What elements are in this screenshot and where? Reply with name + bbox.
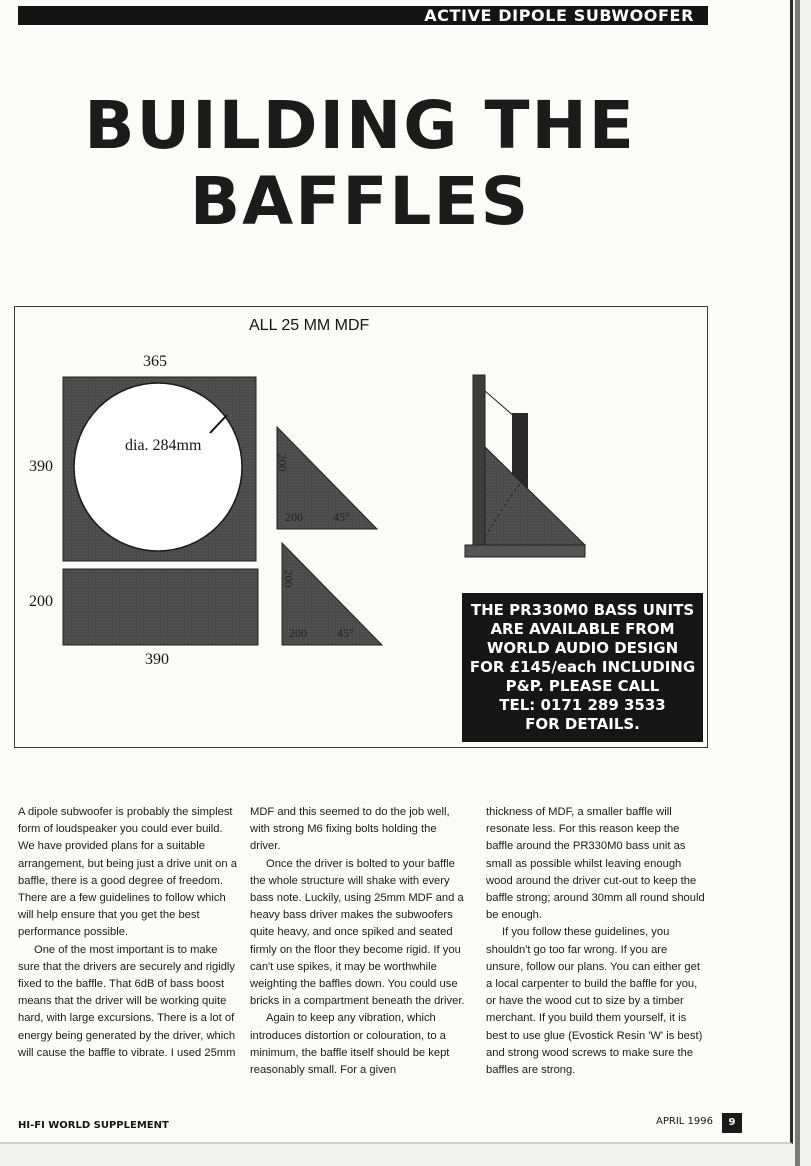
page-number: 9 — [722, 1113, 742, 1133]
advert-line: WORLD AUDIO DESIGN — [486, 639, 679, 657]
baffle-plans-figure — [14, 306, 708, 748]
article-paragraph: Again to keep any vibration, which introduces distortion or colouration, to a minimum, the baffle itself should be kept reasonably small. For a given — [250, 1012, 450, 1077]
article-paragraph: One of the most important is to make sure that the drivers are securely and rigidly fixed to the baffle. That 6dB of bass boost means that the driver will be working quite hard, with large excursions. There is a lot of energy being generated by the driver, which will cause the baffle to vibrate. I used 25mm — [18, 943, 236, 1059]
side-view-base — [465, 545, 585, 557]
lower-triangle-angle-label: 45° — [337, 626, 354, 640]
issue-date: APRIL 1996 — [656, 1116, 713, 1127]
upper-triangle-angle-label: 45° — [333, 510, 350, 524]
article-paragraph: Once the driver is bolted to your baffle the whole structure will shake with every bass note. Luckily, using 25mm MDF and a heavy bass driver makes the subwoofers quite heavy, and once spiked and seated firmly on the floor they become rigid. If you can't use spikes, it may be worthwhile weighting the baffles down. You could use bricks in a compartment beneath the driver. — [250, 857, 465, 1008]
article-body — [18, 804, 738, 1094]
upper-triangle-side-label: 200 — [275, 453, 290, 472]
advert-line: FOR £145/each INCLUDING — [469, 658, 696, 676]
article-column-2 — [250, 804, 470, 1079]
lower-triangle-side-label: 200 — [281, 569, 296, 588]
side-view-brace — [485, 447, 585, 545]
advert-line: FOR DETAILS. — [525, 715, 640, 733]
advert-line: P&P. PLEASE CALL — [505, 677, 660, 695]
base-plate-panel — [63, 569, 258, 645]
upper-triangle-base-label: 200 — [285, 510, 303, 524]
page-edge-shadow — [795, 0, 800, 1166]
advert-line: THE PR330M0 BASS UNITS — [470, 601, 695, 619]
plate-height-dimension: 200 — [29, 593, 53, 610]
article-column-3 — [486, 804, 706, 1079]
bass-unit-advert — [462, 593, 703, 742]
page-title-line-2: BAFFLES — [189, 163, 531, 240]
advert-line: ARE AVAILABLE FROM — [490, 620, 675, 638]
page-title — [60, 88, 660, 240]
lower-triangle-base-label: 200 — [289, 626, 307, 640]
baffle-width-dimension: 365 — [143, 353, 167, 370]
advert-line: TEL: 0171 289 3533 — [499, 696, 666, 714]
side-view-driver-edge — [485, 391, 515, 417]
hole-diameter-label: dia. 284mm — [125, 437, 202, 454]
article-paragraph: thickness of MDF, a smaller baffle will resonate less. For this reason keep the baffle around the PR330M0 bass unit as small as possible whilst leaving enough wood around the driver cut-out to keep the baffle strong; around 30mm all round should be enough. — [486, 806, 705, 922]
plate-width-dimension: 390 — [145, 651, 169, 668]
driver-cutout — [74, 383, 242, 551]
publication-name: HI-FI WORLD SUPPLEMENT — [18, 1120, 169, 1131]
side-view-baffle — [473, 375, 485, 557]
article-paragraph: A dipole subwoofer is probably the simplest form of loudspeaker you could ever build. We have provided plans for a suitable arrangement, but being just a drive unit on a baffle, there is a good degree of freedom. There are a few guidelines to follow which will help ensure that you get the best performance possible. — [18, 806, 237, 939]
article-column-1 — [18, 804, 238, 1062]
page-title-line-1: BUILDING THE — [84, 87, 636, 164]
article-paragraph: If you follow these guidelines, you shouldn't go too far wrong. If you are unsure, follow our plans. You can either get a local carpenter to build the baffle for you, or have the wood cut to size by a timber merchant. If you build them yourself, it is best to use glue (Evostick Resin 'W' is best) and strong wood screws to make sure the baffles are strong. — [486, 926, 703, 1077]
material-label: ALL 25 MM MDF — [249, 317, 370, 334]
section-header-title: ACTIVE DIPOLE SUBWOOFER — [424, 6, 694, 25]
baffle-height-dimension: 390 — [29, 458, 53, 475]
section-header-bar — [18, 6, 708, 25]
article-paragraph: MDF and this seemed to do the job well, with strong M6 fixing bolts holding the driver. — [250, 806, 450, 853]
